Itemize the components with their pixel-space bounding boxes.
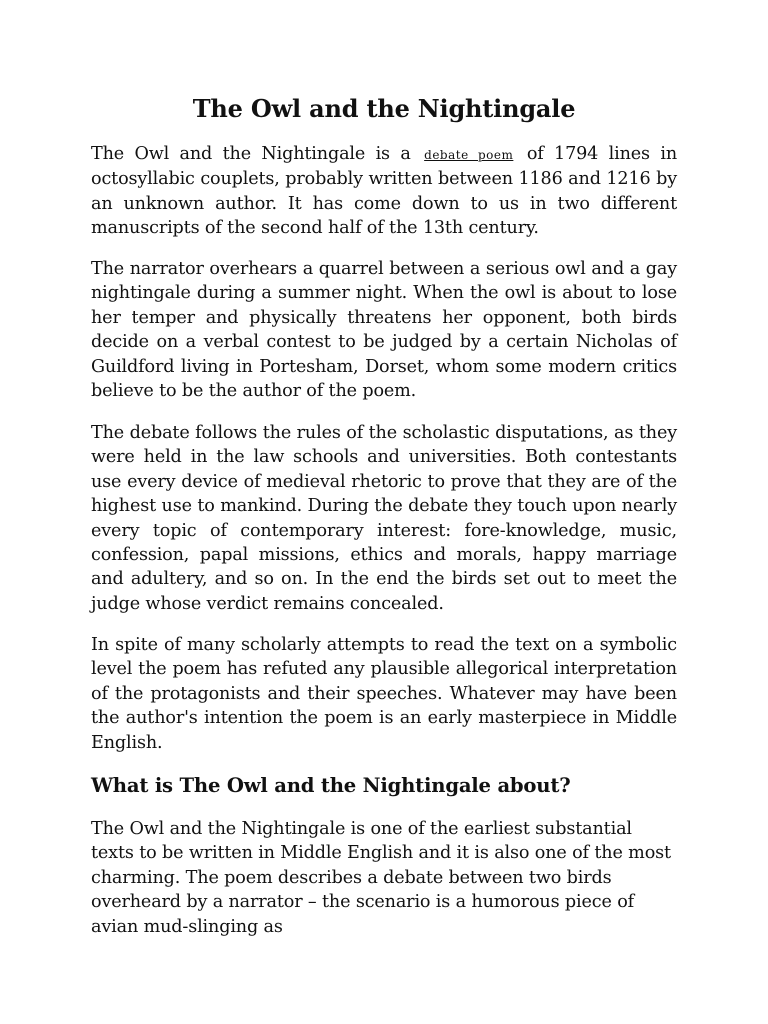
paragraph-debate: The debate follows the rules of the scholastic disputations, as they were held in the law schools and universities. Both contestants use every device of medieval rhetoric to prove that they are of the highest use to mankind. During the debate they touch upon nearly every topic of contemporary interest: fore-knowledge, music, confession, papal missions, ethics and morals, happy marriage and adultery, and so on. In the end the birds set out to meet the judge whose verdict remains concealed. (91, 423, 677, 614)
paragraph-intro (91, 142, 677, 241)
document-title: The Owl and the Nightingale (192, 94, 576, 123)
section-heading: What is The Owl and the Nightingale about? (91, 774, 571, 797)
paragraph-intro-text-start: The Owl and the Nightingale is a (91, 144, 411, 164)
paragraph-narrator: The narrator overhears a quarrel between a serious owl and a gay nightingale during a summer night. When the owl is about to lose her temper and physically threatens her opponent, both birds decide on a verbal contest to be judged by a certain Nicholas of Guildford living in Portesham, Dorset, whom some modern critics believe to be the author of the poem. (91, 259, 677, 402)
paragraph-interpretation: In spite of many scholarly attempts to read the text on a symbolic level the poem has refuted any plausible allegorical interpretation of the protagonists and their speeches. Whatever may have been the author's intention the poem is an early masterpiece in Middle English. (91, 635, 677, 753)
paragraph-intro-text-end: of 1794 lines in octosyllabic couplets, probably written between 1186 and 1216 by an unknown author. It has come down to us in two different manuscripts of the second half of the 13th century. (91, 144, 677, 239)
paragraph-about: The Owl and the Nightingale is one of the earliest substantial texts to be written in Middle English and it is also one of the most charming. The poem describes a debate between two birds overheard by a narrator – the scenario is a humorous piece of avian mud-slinging as (91, 819, 671, 937)
debate-poem-link[interactable]: debate poem (424, 148, 514, 162)
